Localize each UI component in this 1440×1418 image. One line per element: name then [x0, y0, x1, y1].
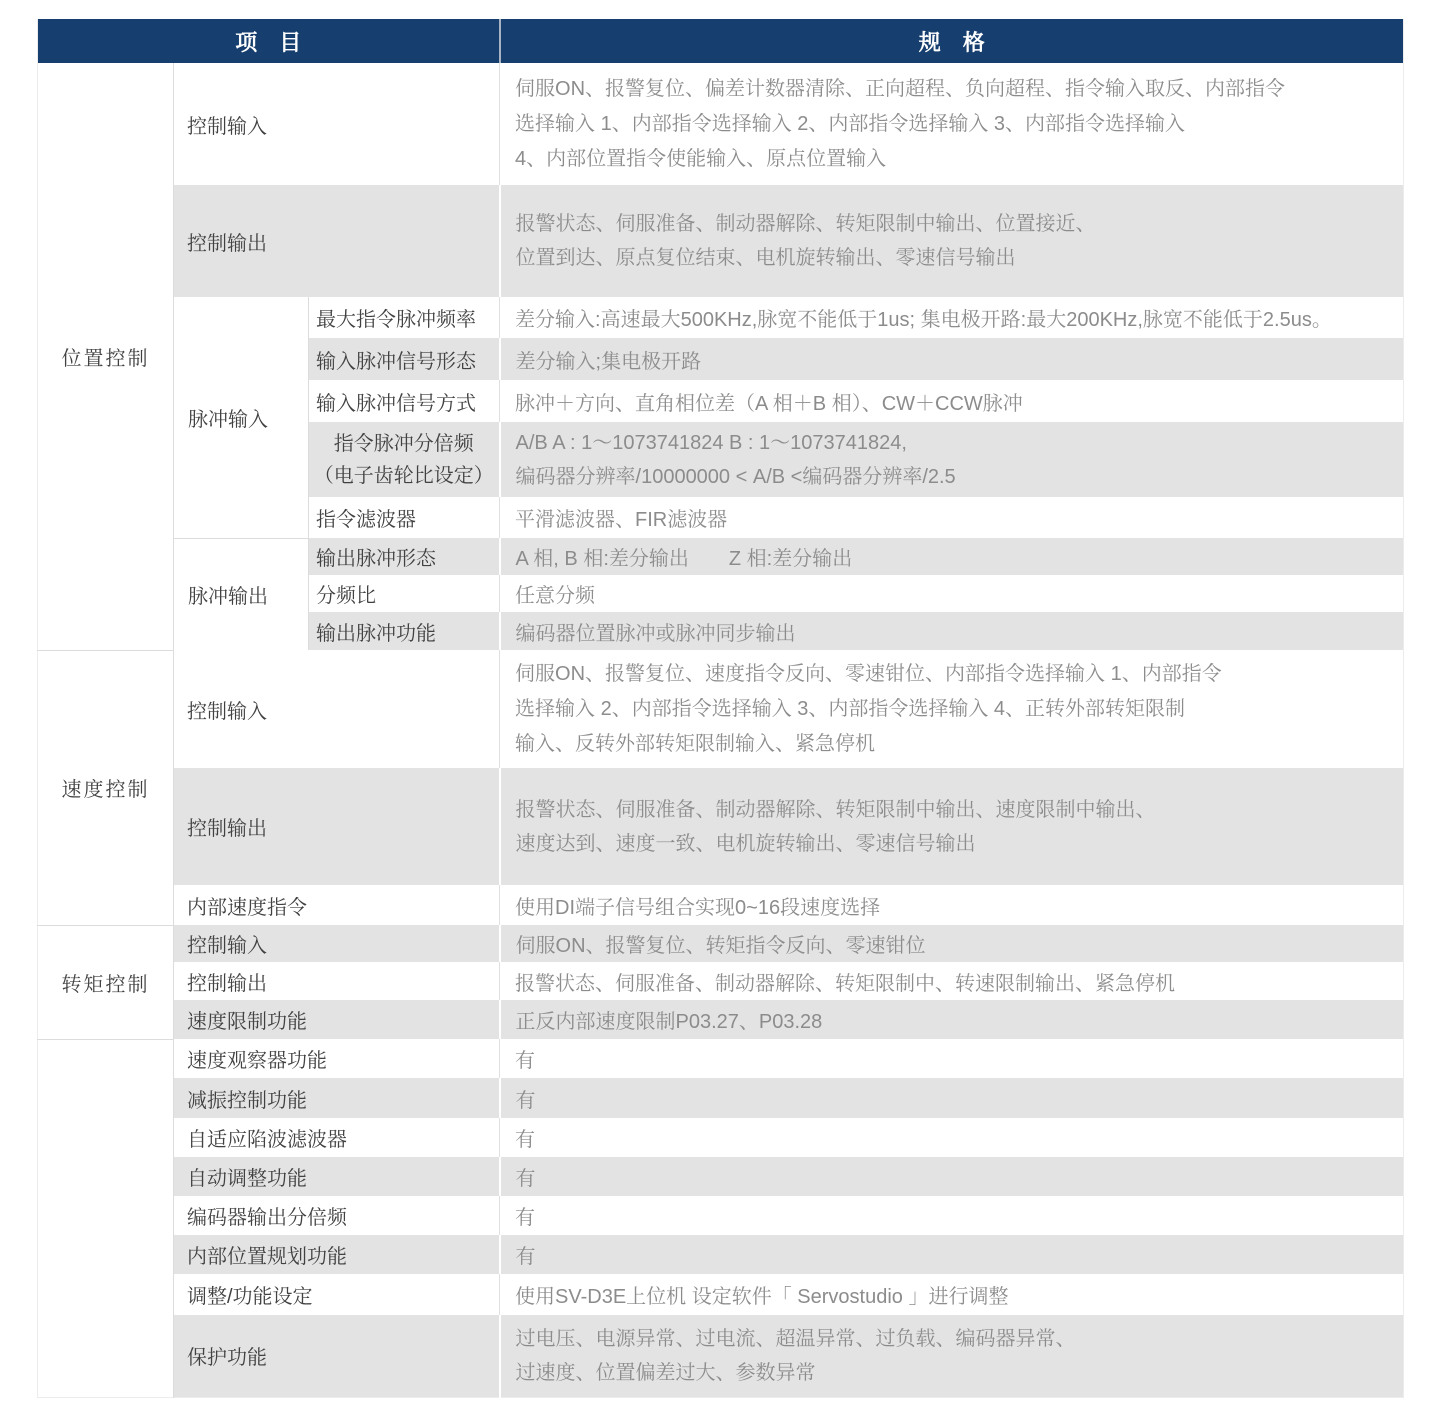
item-cell: 控制输出 — [174, 185, 500, 297]
table-row — [38, 925, 1404, 962]
table-row — [38, 885, 1404, 925]
spec-cell — [500, 650, 1404, 768]
subgroup-cell-pulse-input: 脉冲输入 — [174, 297, 309, 538]
table-header-item: 项 目 — [38, 19, 500, 63]
spec-line: 过速度、位置偏差过大、参数异常 — [515, 1361, 816, 1384]
item-cell: 调整/功能设定 — [174, 1274, 500, 1315]
spec-cell: 差分输入;集电极开路 — [500, 338, 1404, 380]
item-line: 指令脉冲分倍频 — [333, 432, 474, 455]
spec-line: A/B A : 1～1073741824 B : 1～1073741824, — [515, 431, 907, 454]
spec-line: 选择输入 2、内部指令选择输入 3、内部指令选择输入 4、正转外部转矩限制 — [515, 697, 1186, 720]
item-cell: 内部速度指令 — [174, 885, 500, 925]
item-cell: 控制输出 — [174, 768, 500, 885]
spec-cell: A 相, B 相:差分输出 Z 相:差分输出 — [500, 538, 1404, 575]
item-cell: 编码器输出分倍频 — [174, 1196, 500, 1235]
spec-line: 报警状态、伺服准备、制动器解除、转矩限制中输出、速度限制中输出、 — [515, 798, 1156, 821]
table-row — [38, 1315, 1404, 1397]
spec-cell: 平滑滤波器、FIR滤波器 — [500, 497, 1404, 538]
table-row — [38, 185, 1404, 297]
spec-line: 伺服ON、报警复位、偏差计数器清除、正向超程、负向超程、指令输入取反、内部指令 — [515, 77, 1286, 100]
table-row — [38, 962, 1404, 1000]
spec-cell: 使用SV-D3E上位机 设定软件「 Servostudio 」进行调整 — [500, 1274, 1404, 1315]
item-cell: 速度限制功能 — [174, 1000, 500, 1039]
spec-cell — [500, 63, 1404, 185]
spec-cell: 正反内部速度限制P03.27、P03.28 — [500, 1000, 1404, 1039]
spec-cell: 有 — [500, 1196, 1404, 1235]
spec-cell: 使用DI端子信号组合实现0~16段速度选择 — [500, 885, 1404, 925]
table-row — [38, 1196, 1404, 1235]
table-row — [38, 1039, 1404, 1078]
spec-cell: 有 — [500, 1235, 1404, 1274]
spec-table — [37, 19, 1404, 1398]
item-cell: 自适应陷波滤波器 — [174, 1118, 500, 1157]
item-cell: 输入脉冲信号形态 — [309, 338, 500, 380]
spec-cell: 脉冲＋方向、直角相位差（A 相＋B 相）、CW＋CCW脉冲 — [500, 380, 1404, 422]
subgroup-cell-pulse-output: 脉冲输出 — [174, 538, 309, 650]
spec-cell: 差分输入:高速最大500KHz,脉宽不能低于1us; 集电极开路:最大200KHz,脉宽不能低于2.5us。 — [500, 297, 1404, 338]
spec-cell: 有 — [500, 1157, 1404, 1196]
item-cell: 减振控制功能 — [174, 1078, 500, 1118]
item-cell — [309, 422, 500, 497]
item-cell: 分频比 — [309, 575, 500, 612]
table-header-spec: 规 格 — [500, 19, 1404, 63]
table-row — [38, 1000, 1404, 1039]
item-cell: 输出脉冲形态 — [309, 538, 500, 575]
item-cell: 自动调整功能 — [174, 1157, 500, 1196]
spec-cell: 有 — [500, 1078, 1404, 1118]
spec-cell: 有 — [500, 1118, 1404, 1157]
table-row — [38, 650, 1404, 768]
group-cell-torque: 转矩控制 — [38, 925, 174, 1039]
item-cell: 控制输入 — [174, 925, 500, 962]
item-cell: 控制输入 — [174, 63, 500, 185]
table-row — [38, 1118, 1404, 1157]
table-row — [38, 538, 1404, 575]
table-row — [38, 1078, 1404, 1118]
group-cell-position: 位置控制 — [38, 63, 174, 650]
item-cell: 输入脉冲信号方式 — [309, 380, 500, 422]
spec-cell: 编码器位置脉冲或脉冲同步输出 — [500, 612, 1404, 650]
spec-line: 报警状态、伺服准备、制动器解除、转矩限制中输出、位置接近、 — [515, 213, 1096, 235]
item-cell: 速度观察器功能 — [174, 1039, 500, 1078]
spec-line: 速度达到、速度一致、电机旋转输出、零速信号输出 — [515, 832, 976, 855]
spec-line: 过电压、电源异常、过电流、超温异常、过负载、编码器异常、 — [515, 1327, 1076, 1350]
spec-line: 选择输入 1、内部指令选择输入 2、内部指令选择输入 3、内部指令选择输入 — [515, 112, 1186, 135]
spec-cell: 任意分频 — [500, 575, 1404, 612]
spec-line: 位置到达、原点复位结束、电机旋转输出、零速信号输出 — [515, 247, 1016, 269]
spec-cell — [500, 422, 1404, 497]
item-cell: 控制输出 — [174, 962, 500, 1000]
spec-cell: 伺服ON、报警复位、转矩指令反向、零速钳位 — [500, 925, 1404, 962]
group-cell-speed: 速度控制 — [38, 650, 174, 925]
spec-line: 编码器分辨率/10000000 < A/B <编码器分辨率/2.5 — [515, 465, 956, 488]
item-cell: 控制输入 — [174, 650, 500, 768]
table-row — [38, 63, 1404, 185]
table-row — [38, 768, 1404, 885]
table-row — [38, 1157, 1404, 1196]
spec-cell — [500, 768, 1404, 885]
spec-line: 4、内部位置指令使能输入、原点位置输入 — [515, 147, 887, 170]
item-cell: 内部位置规划功能 — [174, 1235, 500, 1274]
group-cell-common — [38, 1039, 174, 1397]
table-row — [38, 297, 1404, 338]
item-cell: 输出脉冲功能 — [309, 612, 500, 650]
spec-cell: 有 — [500, 1039, 1404, 1078]
table-row — [38, 1274, 1404, 1315]
table-row — [38, 1235, 1404, 1274]
item-cell: 指令滤波器 — [309, 497, 500, 538]
item-cell: 保护功能 — [174, 1315, 500, 1397]
spec-cell: 报警状态、伺服准备、制动器解除、转矩限制中、转速限制输出、紧急停机 — [500, 962, 1404, 1000]
spec-cell — [500, 1315, 1404, 1397]
table-header-row — [38, 19, 1404, 63]
spec-cell — [500, 185, 1404, 297]
item-line: （电子齿轮比设定） — [313, 464, 494, 487]
spec-line: 伺服ON、报警复位、速度指令反向、零速钳位、内部指令选择输入 1、内部指令 — [515, 662, 1222, 685]
item-cell: 最大指令脉冲频率 — [309, 297, 500, 338]
spec-line: 输入、反转外部转矩限制输入、紧急停机 — [515, 732, 876, 755]
